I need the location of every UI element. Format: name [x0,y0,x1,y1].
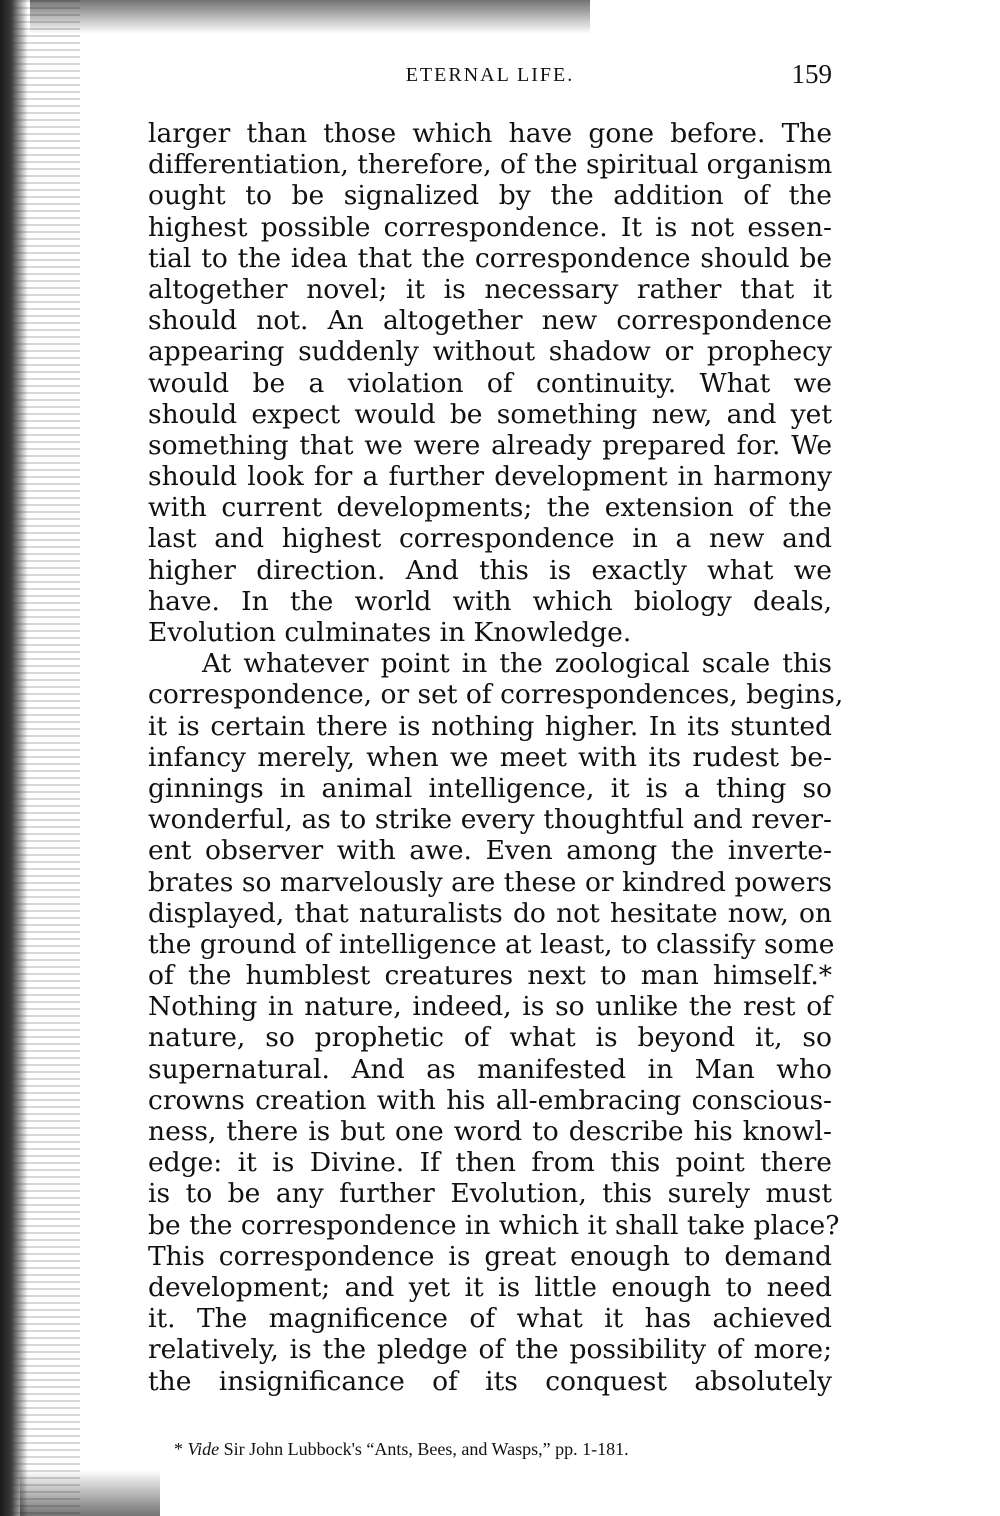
text-line: have. In the world with which biology deals, [148,585,832,617]
text-line: last and highest correspondence in a new and [148,523,832,555]
top-scan-smudge [30,0,590,34]
text-line: nature, so prophetic of what is beyond it, so [148,1022,832,1054]
text-line: brates so marvelously are these or kindred powers [148,866,832,898]
binding-edge [0,0,28,1516]
text-line: ginnings in animal intelligence, it is a thing so [148,772,832,804]
running-title: ETERNAL LIFE. [405,64,575,86]
text-line: it. The magnificence of what it has achieved [148,1303,832,1335]
text-line: with current developments; the extension of the [148,492,832,524]
text-line: wonderful, as to strike every thoughtful and rever- [148,804,832,836]
running-header [148,60,832,92]
text-line: Nothing in nature, indeed, is so unlike the rest of [148,991,832,1023]
text-line: larger than those which have gone before. The [148,118,832,149]
text-line: should look for a further development in harmony [148,461,832,493]
footnote [174,1436,834,1462]
footnote-text: Sir John Lubbock's “Ants, Bees, and Wasps,” pp. 1-181. [223,1439,629,1459]
page-number: 159 [791,59,832,89]
text-line: ness, there is but one word to describe his knowl- [148,1116,832,1147]
text-line: crowns creation with his all-embracing conscious- [148,1084,832,1116]
text-line: should expect would be something new, and yet [148,398,832,430]
text-line: the ground of intelligence at least, to classify some [148,928,835,960]
text-line: be the correspondence in which it shall take place? [148,1209,840,1241]
text-line: is to be any further Evolution, this surely must [148,1178,832,1210]
text-line: it is certain there is nothing higher. In its stunted [148,710,832,742]
bottom-scan-smudge [20,1470,160,1516]
text-line: relatively, is the pledge of the possibility of more; [148,1334,832,1366]
text-line: supernatural. And as manifested in Man who [148,1053,832,1085]
text-line: ought to be signalized by the addition of the [148,180,832,212]
text-line: development; and yet it is little enough to need [148,1271,832,1303]
paragraph-start-line: At whatever point in the zoological scale this [202,648,832,680]
footnote-marker: * [174,1439,183,1459]
text-line: ent observer with awe. Even among the inverte- [148,835,832,867]
text-line: differentiation, therefore, of the spiritual organism [148,149,833,181]
text-line: This correspondence is great enough to demand [148,1240,832,1272]
footnote-vide: Vide [187,1439,220,1459]
text-line: highest possible correspondence. It is not essen- [148,211,832,243]
text-line: something that we were already prepared for. We [148,429,832,461]
paragraph-end-line: Evolution culminates in Knowledge. [148,617,632,648]
text-line: should not. An altogether new correspondence [148,305,832,337]
text-line: correspondence, or set of correspondences, begins, [148,679,844,711]
text-line: would be a violation of continuity. What we [148,367,832,399]
text-line: altogether novel; it is necessary rather that it [148,273,832,305]
text-line: infancy merely, when we meet with its rudest be- [148,741,832,773]
text-line: tial to the idea that the correspondence should be [148,242,832,274]
text-line: higher direction. And this is exactly what we [148,554,832,586]
text-line: the insignificance of its conquest absolutely [148,1365,832,1397]
text-line: edge: it is Divine. If then from this point there [148,1147,832,1179]
text-line: appearing suddenly without shadow or prophecy [148,336,832,368]
text-line: of the humblest creatures next to man himself.* [148,960,832,992]
body-text [148,118,844,1397]
text-line: displayed, that naturalists do not hesitate now, on [148,897,832,929]
